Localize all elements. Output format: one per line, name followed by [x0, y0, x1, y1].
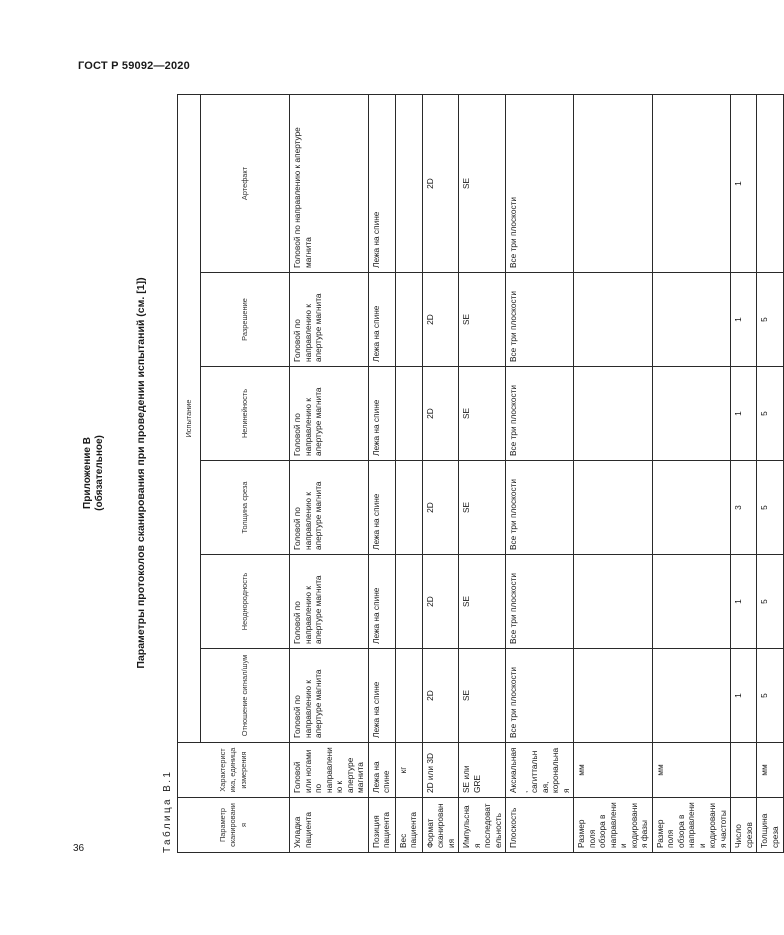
- table-caption: Таблица В.1: [162, 769, 173, 853]
- rotated-content: [78, 93, 780, 853]
- table-cell: 5: [757, 649, 784, 743]
- header-param: Параметр сканирования: [178, 798, 290, 853]
- table-cell: [574, 95, 653, 273]
- table-cell: [395, 367, 422, 461]
- header-test-snr: Отношение сигнал/шум: [201, 649, 290, 743]
- table-cell: 2D: [422, 461, 459, 555]
- table-cell: Лежа на спине: [368, 649, 395, 743]
- table-cell: [652, 367, 731, 461]
- table-cell: Все три плоскости: [506, 461, 574, 555]
- table-row: [422, 95, 459, 853]
- table-cell: 2D: [422, 555, 459, 649]
- table-cell: Головой по направлению к апертуре магнита: [290, 95, 369, 273]
- row-param: Число срезов: [731, 798, 757, 853]
- table-cell: [395, 555, 422, 649]
- appendix-title-block: [82, 93, 106, 853]
- table-cell: [395, 95, 422, 273]
- table-cell: [652, 461, 731, 555]
- table-cell: Головой по направлению к апертуре магнита: [290, 367, 369, 461]
- row-param: Плоскость: [506, 798, 574, 853]
- table-cell: [757, 95, 784, 273]
- row-param: Формат сканирования: [422, 798, 459, 853]
- table-cell: Все три плоскости: [506, 367, 574, 461]
- table-cell: Лежа на спине: [368, 367, 395, 461]
- table-cell: 2D: [422, 649, 459, 743]
- table-cell: [652, 273, 731, 367]
- table-cell: SE: [459, 555, 506, 649]
- table-cell: Лежа на спине: [368, 273, 395, 367]
- table-cell: Лежа на спине: [368, 461, 395, 555]
- table-cell: [395, 273, 422, 367]
- scan-parameters-table: [177, 94, 784, 853]
- table-cell: Лежа на спине: [368, 555, 395, 649]
- row-characteristic: кг: [395, 743, 422, 798]
- table-cell: Все три плоскости: [506, 95, 574, 273]
- row-characteristic: мм: [652, 743, 731, 798]
- page-number: 36: [73, 843, 85, 854]
- table-cell: 5: [757, 273, 784, 367]
- row-characteristic: Головой или ногами по направлению к апертуре магнита: [290, 743, 369, 798]
- table-cell: Лежа на спине: [368, 95, 395, 273]
- header-test-resolution: Разрешение: [201, 273, 290, 367]
- row-characteristic: [731, 743, 757, 798]
- header-test-group: Испытание: [178, 95, 201, 743]
- table-cell: Головой по направлению к апертуре магнита: [290, 461, 369, 555]
- table-cell: 3: [731, 461, 757, 555]
- row-characteristic: SE или GRE: [459, 743, 506, 798]
- table-cell: [395, 461, 422, 555]
- table-cell: SE: [459, 95, 506, 273]
- appendix-heading: Параметры протоколов сканирования при проведении испытаний (см. [1]): [135, 277, 147, 669]
- table-cell: 2D: [422, 95, 459, 273]
- table-cell: 5: [757, 367, 784, 461]
- appendix-title: Приложение В: [82, 437, 93, 509]
- table-cell: [574, 555, 653, 649]
- table-cell: [652, 95, 731, 273]
- row-characteristic: мм: [574, 743, 653, 798]
- table-cell: SE: [459, 273, 506, 367]
- row-characteristic: 2D или 3D: [422, 743, 459, 798]
- row-characteristic: мм: [757, 743, 784, 798]
- row-param: Позиция пациента: [368, 798, 395, 853]
- table-row: [368, 95, 395, 853]
- row-param: Вес пациента: [395, 798, 422, 853]
- table-cell: 1: [731, 95, 757, 273]
- table-cell: [652, 555, 731, 649]
- table-cell: Головой по направлению к апертуре магнита: [290, 555, 369, 649]
- table-cell: SE: [459, 461, 506, 555]
- row-param: Толщина среза: [757, 798, 784, 853]
- row-characteristic: Лежа на спине: [368, 743, 395, 798]
- table-cell: SE: [459, 649, 506, 743]
- table-cell: 1: [731, 649, 757, 743]
- table-row: [506, 95, 574, 853]
- table-cell: Все три плоскости: [506, 555, 574, 649]
- table-cell: [574, 367, 653, 461]
- header-test-nonlinearity: Нелинейность: [201, 367, 290, 461]
- table-cell: SE: [459, 367, 506, 461]
- table-cell: [574, 461, 653, 555]
- table-cell: 2D: [422, 367, 459, 461]
- table-row: [731, 95, 757, 853]
- table-cell: Все три плоскости: [506, 273, 574, 367]
- appendix-subtitle: (обязательное): [94, 435, 105, 511]
- table-cell: [574, 273, 653, 367]
- table-row: [757, 95, 784, 853]
- row-param: Размер поля обзора в направлении кодирования частоты: [652, 798, 731, 853]
- row-param: Размер поля обзора в направлении кодирования фазы: [574, 798, 653, 853]
- table-cell: 1: [731, 273, 757, 367]
- page-header: ГОСТ Р 59092—2020: [78, 60, 190, 72]
- table-cell: [652, 649, 731, 743]
- table-cell: 5: [757, 555, 784, 649]
- table-cell: 5: [757, 461, 784, 555]
- row-characteristic: Аксиальная, сагиттальная, корональная: [506, 743, 574, 798]
- table-cell: Головой по направлению к апертуре магнита: [290, 273, 369, 367]
- table-cell: 1: [731, 555, 757, 649]
- table-cell: Головой по направлению к апертуре магнита: [290, 649, 369, 743]
- table-cell: [574, 649, 653, 743]
- table-cell: Все три плоскости: [506, 649, 574, 743]
- table-cell: [395, 649, 422, 743]
- header-test-artifact: Артефакт: [201, 95, 290, 273]
- table-row: [574, 95, 653, 853]
- header-test-slice-thickness: Толщина среза: [201, 461, 290, 555]
- header-test-nonuniformity: Неоднородность: [201, 555, 290, 649]
- table-cell: 2D: [422, 273, 459, 367]
- header-characteristic: Характеристика, единица измерения: [178, 743, 290, 798]
- table-row: [290, 95, 369, 853]
- table-cell: 1: [731, 367, 757, 461]
- table-row: [652, 95, 731, 853]
- row-param: Укладка пациента: [290, 798, 369, 853]
- table-row: [459, 95, 506, 853]
- table-row: [395, 95, 422, 853]
- row-param: Импульсная последовательность: [459, 798, 506, 853]
